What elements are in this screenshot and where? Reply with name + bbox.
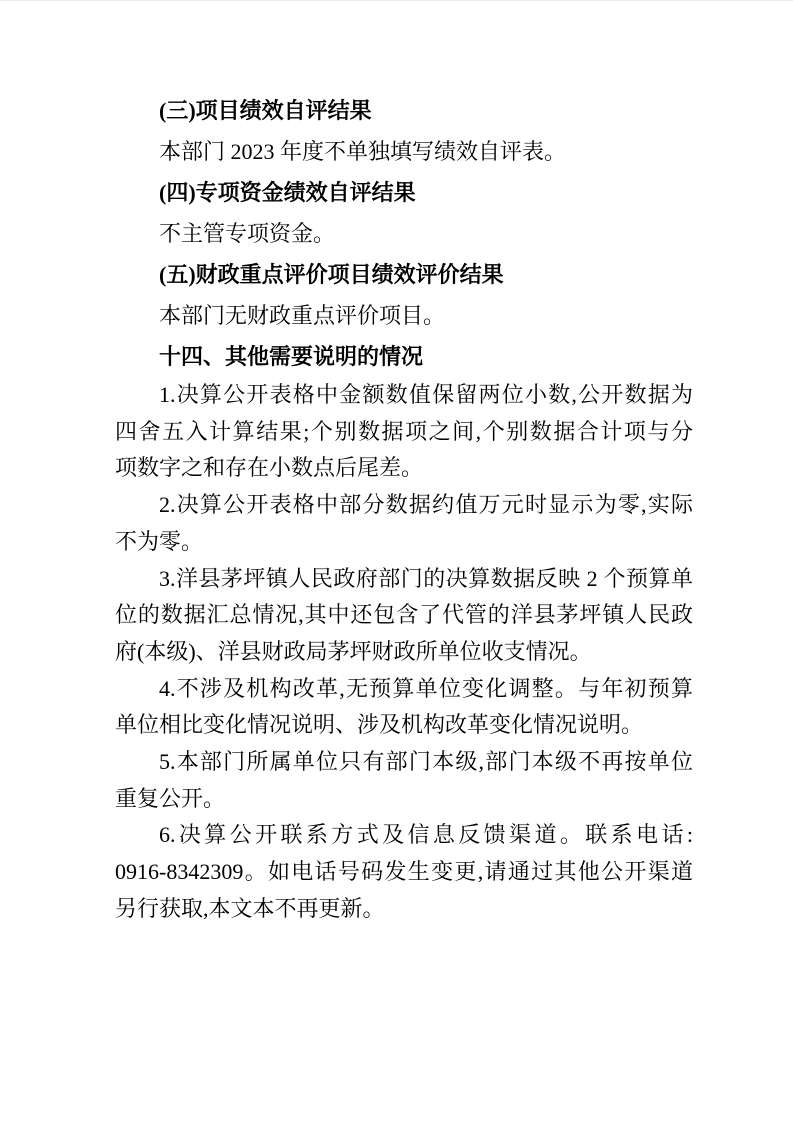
text-line: 单位相比变化情况说明、涉及机构改革变化情况说明。 [115,712,644,738]
text-line: 4.不涉及机构改革,无预算单位变化调整。与年初预算 [159,675,693,701]
text-line: 2.决算公开表格中部分数据约值万元时显示为零,实际 [159,492,693,518]
text-line: 3.洋县茅坪镇人民政府部门的决算数据反映 2 个预算单 [159,565,693,591]
text-line: 本部门无财政重点评价项目。 [159,303,446,328]
text-line: 6.决算公开联系方式及信息反馈渠道。联系电话: [159,822,693,848]
text-line: 四舍五入计算结果;个别数据项之间,个别数据合计项与分 [115,418,693,444]
text-line: (三)项目绩效自评结果 [159,98,372,123]
text-line: 府(本级)、洋县财政局茅坪财政所单位收支情况。 [115,638,592,664]
para-special-funds-note [115,213,693,254]
text-line: 十四、其他需要说明的情况 [159,344,424,369]
heading-section-3-project-performance [115,90,693,131]
text-line: 本部门 2023 年度不单独填写绩效自评表。 [159,139,567,164]
heading-section-14-other-notes [115,336,693,377]
para-note-3-budget-units [115,561,693,671]
text-line: 不为零。 [115,528,204,554]
text-line: 不主管专项资金。 [159,221,336,246]
para-note-1-rounding [115,377,693,487]
text-line: 另行获取,本文本不再更新。 [115,895,385,921]
para-key-evaluation-note [115,295,693,336]
text-line: (五)财政重点评价项目绩效评价结果 [159,262,504,287]
text-line: 1.决算公开表格中金额数值保留两位小数,公开数据为 [159,382,693,407]
text-line: 位的数据汇总情况,其中还包含了代管的洋县茅坪镇人民政 [115,602,693,628]
text-line: 重复公开。 [115,785,226,811]
text-line: 5.本部门所属单位只有部门本级,部门本级不再按单位 [159,749,693,775]
heading-section-5-key-evaluation [115,254,693,295]
para-note-2-zero-display [115,487,693,560]
text-line: (四)专项资金绩效自评结果 [159,180,416,205]
para-note-6-contact-info [115,817,693,927]
document-content [115,90,693,928]
text-line: 0916-8342309。如电话号码发生变更,请通过其他公开渠道 [115,859,693,885]
para-note-5-subordinate-units [115,744,693,817]
para-note-4-institution-reform [115,671,693,744]
heading-section-4-special-funds [115,172,693,213]
text-line: 项数字之和存在小数点后尾差。 [115,455,424,481]
para-project-performance-note [115,131,693,172]
